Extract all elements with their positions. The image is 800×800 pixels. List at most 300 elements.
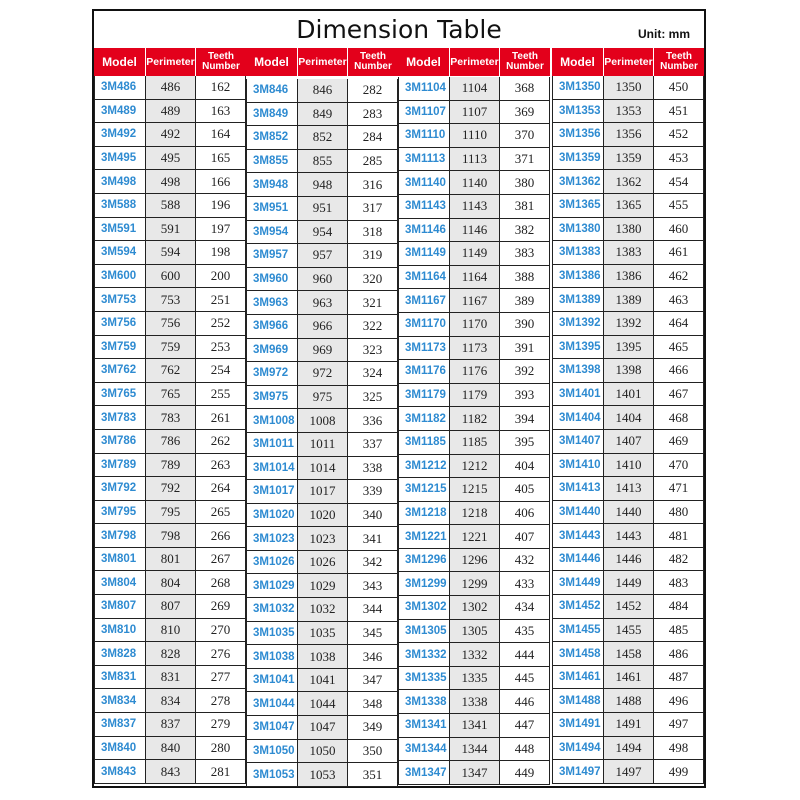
table-row [94, 265, 246, 289]
perimeter-cell: 1296 [450, 549, 500, 572]
table-block-4 [552, 48, 704, 786]
table-row [246, 268, 398, 292]
teeth-cell: 368 [500, 77, 550, 100]
perimeter-cell: 783 [146, 406, 196, 429]
teeth-cell: 339 [348, 480, 398, 503]
perimeter-cell: 963 [298, 291, 348, 314]
teeth-cell: 371 [500, 148, 550, 171]
model-cell: 3M1353 [552, 100, 604, 123]
teeth-cell: 468 [654, 406, 704, 429]
model-cell: 3M789 [94, 454, 146, 477]
perimeter-cell: 1407 [604, 430, 654, 453]
teeth-cell: 284 [348, 126, 398, 149]
teeth-cell: 496 [654, 689, 704, 712]
model-cell: 3M1362 [552, 170, 604, 193]
teeth-cell: 394 [500, 407, 550, 430]
teeth-cell: 434 [500, 596, 550, 619]
perimeter-cell: 1011 [298, 433, 348, 456]
teeth-cell: 469 [654, 430, 704, 453]
perimeter-cell: 1170 [450, 313, 500, 336]
model-cell: 3M600 [94, 265, 146, 288]
teeth-cell: 481 [654, 524, 704, 547]
perimeter-cell: 1401 [604, 383, 654, 406]
table-row [552, 619, 704, 643]
model-cell: 3M591 [94, 218, 146, 241]
table-row [246, 692, 398, 716]
table-row [552, 571, 704, 595]
header-teeth-number: Teeth Number [202, 51, 240, 72]
perimeter-cell: 1341 [450, 714, 500, 737]
teeth-cell: 382 [500, 219, 550, 242]
teeth-cell: 485 [654, 619, 704, 642]
perimeter-cell: 786 [146, 430, 196, 453]
teeth-cell: 324 [348, 362, 398, 385]
perimeter-cell: 843 [146, 760, 196, 783]
model-cell: 3M1011 [246, 433, 298, 456]
model-cell: 3M1410 [552, 454, 604, 477]
table-row [398, 572, 550, 596]
teeth-cell: 267 [196, 548, 246, 571]
model-cell: 3M1452 [552, 595, 604, 618]
perimeter-cell: 828 [146, 642, 196, 665]
model-cell: 3M1461 [552, 666, 604, 689]
table-row [94, 524, 246, 548]
model-cell: 3M951 [246, 197, 298, 220]
perimeter-cell: 1218 [450, 502, 500, 525]
table-row [246, 103, 398, 127]
teeth-cell: 351 [348, 763, 398, 786]
table-row [94, 336, 246, 360]
table-row [552, 288, 704, 312]
teeth-cell: 455 [654, 194, 704, 217]
model-cell: 3M594 [94, 241, 146, 264]
table-row [398, 643, 550, 667]
model-cell: 3M810 [94, 619, 146, 642]
table-row [246, 740, 398, 764]
model-cell: 3M756 [94, 312, 146, 335]
perimeter-cell: 1107 [450, 101, 500, 124]
teeth-cell: 251 [196, 288, 246, 311]
table-row [552, 76, 704, 100]
teeth-cell: 270 [196, 619, 246, 642]
model-cell: 3M1497 [552, 760, 604, 783]
table-row [94, 123, 246, 147]
perimeter-cell: 489 [146, 100, 196, 123]
table-row [94, 406, 246, 430]
teeth-cell: 380 [500, 171, 550, 194]
teeth-cell: 268 [196, 571, 246, 594]
table-row [552, 595, 704, 619]
model-cell: 3M1386 [552, 265, 604, 288]
table-row [552, 760, 704, 784]
perimeter-cell: 792 [146, 477, 196, 500]
model-cell: 3M1338 [398, 690, 450, 713]
perimeter-cell: 1041 [298, 669, 348, 692]
perimeter-cell: 1299 [450, 572, 500, 595]
teeth-cell: 345 [348, 622, 398, 645]
teeth-cell: 280 [196, 737, 246, 760]
teeth-cell: 316 [348, 173, 398, 196]
model-cell: 3M1170 [398, 313, 450, 336]
teeth-cell: 196 [196, 194, 246, 217]
model-cell: 3M762 [94, 359, 146, 382]
model-cell: 3M1458 [552, 642, 604, 665]
table-row [552, 477, 704, 501]
perimeter-cell: 1491 [604, 713, 654, 736]
model-cell: 3M1404 [552, 406, 604, 429]
table-row [398, 549, 550, 573]
model-cell: 3M972 [246, 362, 298, 385]
teeth-cell: 404 [500, 455, 550, 478]
table-row [246, 763, 398, 787]
perimeter-cell: 1212 [450, 455, 500, 478]
table-rows [246, 79, 398, 787]
perimeter-cell: 1461 [604, 666, 654, 689]
header-row [94, 48, 246, 76]
teeth-cell: 197 [196, 218, 246, 241]
teeth-cell: 461 [654, 241, 704, 264]
table-row [94, 737, 246, 761]
table-row [246, 527, 398, 551]
table-row [94, 241, 246, 265]
perimeter-cell: 1305 [450, 620, 500, 643]
perimeter-cell: 1026 [298, 551, 348, 574]
perimeter-cell: 1008 [298, 409, 348, 432]
teeth-cell: 253 [196, 336, 246, 359]
perimeter-cell: 804 [146, 571, 196, 594]
perimeter-cell: 1176 [450, 360, 500, 383]
perimeter-cell: 1455 [604, 619, 654, 642]
teeth-cell: 381 [500, 195, 550, 218]
table-row [94, 194, 246, 218]
model-cell: 3M843 [94, 760, 146, 783]
model-cell: 3M1014 [246, 457, 298, 480]
perimeter-cell: 1347 [450, 761, 500, 784]
model-cell: 3M1350 [552, 76, 604, 99]
teeth-cell: 162 [196, 76, 246, 99]
perimeter-cell: 795 [146, 501, 196, 524]
teeth-cell: 446 [500, 690, 550, 713]
table-row [94, 760, 246, 784]
perimeter-cell: 834 [146, 689, 196, 712]
teeth-cell: 433 [500, 572, 550, 595]
perimeter-cell: 840 [146, 737, 196, 760]
teeth-cell: 463 [654, 288, 704, 311]
header-row [398, 48, 550, 76]
table-row [552, 501, 704, 525]
model-cell: 3M804 [94, 571, 146, 594]
model-cell: 3M1176 [398, 360, 450, 383]
teeth-cell: 164 [196, 123, 246, 146]
model-cell: 3M1146 [398, 219, 450, 242]
model-cell: 3M855 [246, 150, 298, 173]
perimeter-cell: 762 [146, 359, 196, 382]
perimeter-cell: 1053 [298, 763, 348, 786]
header-model: Model [398, 48, 450, 76]
teeth-cell: 321 [348, 291, 398, 314]
perimeter-cell: 594 [146, 241, 196, 264]
model-cell: 3M1455 [552, 619, 604, 642]
table-row [398, 478, 550, 502]
perimeter-cell: 801 [146, 548, 196, 571]
perimeter-cell: 1356 [604, 123, 654, 146]
table-row [246, 669, 398, 693]
model-cell: 3M948 [246, 173, 298, 196]
teeth-cell: 343 [348, 574, 398, 597]
perimeter-cell: 1164 [450, 266, 500, 289]
model-cell: 3M1488 [552, 689, 604, 712]
perimeter-cell: 1332 [450, 643, 500, 666]
perimeter-cell: 591 [146, 218, 196, 241]
perimeter-cell: 954 [298, 221, 348, 244]
perimeter-cell: 1035 [298, 622, 348, 645]
teeth-cell: 465 [654, 336, 704, 359]
perimeter-cell: 759 [146, 336, 196, 359]
teeth-cell: 279 [196, 713, 246, 736]
teeth-cell: 166 [196, 170, 246, 193]
table-row [552, 383, 704, 407]
model-cell: 3M1185 [398, 431, 450, 454]
table-row [94, 100, 246, 124]
model-cell: 3M798 [94, 524, 146, 547]
header-row [246, 48, 398, 76]
model-cell: 3M1212 [398, 455, 450, 478]
table-row [552, 666, 704, 690]
teeth-cell: 452 [654, 123, 704, 146]
table-row [398, 313, 550, 337]
table-row [246, 126, 398, 150]
model-cell: 3M1215 [398, 478, 450, 501]
table-row [94, 689, 246, 713]
perimeter-cell: 1410 [604, 454, 654, 477]
model-cell: 3M1344 [398, 738, 450, 761]
teeth-cell: 395 [500, 431, 550, 454]
table-block-2 [246, 48, 398, 786]
table-row [398, 761, 550, 785]
teeth-cell: 320 [348, 268, 398, 291]
header-teeth-number: Teeth Number [660, 51, 698, 72]
teeth-cell: 317 [348, 197, 398, 220]
teeth-cell: 269 [196, 595, 246, 618]
header-perimeter: Perimeter [450, 48, 500, 76]
table-block-3 [398, 48, 550, 786]
teeth-cell: 449 [500, 761, 550, 784]
perimeter-cell: 1185 [450, 431, 500, 454]
teeth-cell: 445 [500, 667, 550, 690]
teeth-cell: 285 [348, 150, 398, 173]
model-cell: 3M792 [94, 477, 146, 500]
model-cell: 3M588 [94, 194, 146, 217]
table-row [94, 642, 246, 666]
perimeter-cell: 1302 [450, 596, 500, 619]
teeth-cell: 484 [654, 595, 704, 618]
teeth-cell: 383 [500, 242, 550, 265]
perimeter-cell: 1449 [604, 571, 654, 594]
perimeter-cell: 765 [146, 383, 196, 406]
perimeter-cell: 1014 [298, 457, 348, 480]
perimeter-cell: 1110 [450, 124, 500, 147]
perimeter-cell: 798 [146, 524, 196, 547]
teeth-cell: 163 [196, 100, 246, 123]
table-title: Dimension Table [296, 15, 502, 44]
model-cell: 3M960 [246, 268, 298, 291]
teeth-cell: 466 [654, 359, 704, 382]
table-row [552, 430, 704, 454]
model-cell: 3M840 [94, 737, 146, 760]
model-cell: 3M1398 [552, 359, 604, 382]
model-cell: 3M1296 [398, 549, 450, 572]
model-cell: 3M801 [94, 548, 146, 571]
perimeter-cell: 1446 [604, 548, 654, 571]
perimeter-cell: 789 [146, 454, 196, 477]
model-cell: 3M786 [94, 430, 146, 453]
model-cell: 3M1383 [552, 241, 604, 264]
perimeter-cell: 1338 [450, 690, 500, 713]
table-row [552, 194, 704, 218]
table-row [398, 195, 550, 219]
model-cell: 3M954 [246, 221, 298, 244]
model-cell: 3M1389 [552, 288, 604, 311]
model-cell: 3M1335 [398, 667, 450, 690]
teeth-cell: 435 [500, 620, 550, 643]
perimeter-cell: 1149 [450, 242, 500, 265]
table-row [94, 477, 246, 501]
perimeter-cell: 972 [298, 362, 348, 385]
header-perimeter: Perimeter [604, 48, 654, 76]
perimeter-cell: 495 [146, 147, 196, 170]
teeth-cell: 349 [348, 716, 398, 739]
perimeter-cell: 1392 [604, 312, 654, 335]
model-cell: 3M1491 [552, 713, 604, 736]
teeth-cell: 263 [196, 454, 246, 477]
model-cell: 3M1044 [246, 692, 298, 715]
table-row [246, 197, 398, 221]
table-row [94, 454, 246, 478]
table-row [94, 359, 246, 383]
perimeter-cell: 975 [298, 386, 348, 409]
perimeter-cell: 1044 [298, 692, 348, 715]
teeth-cell: 344 [348, 598, 398, 621]
table-row [552, 737, 704, 761]
model-cell: 3M1449 [552, 571, 604, 594]
teeth-cell: 350 [348, 740, 398, 763]
perimeter-cell: 1020 [298, 504, 348, 527]
model-cell: 3M1038 [246, 645, 298, 668]
unit-label: Unit: mm [638, 27, 690, 41]
perimeter-cell: 1395 [604, 336, 654, 359]
teeth-cell: 483 [654, 571, 704, 594]
teeth-cell: 340 [348, 504, 398, 527]
model-cell: 3M492 [94, 123, 146, 146]
model-cell: 3M1041 [246, 669, 298, 692]
table-row [94, 76, 246, 100]
header-row [552, 48, 704, 76]
model-cell: 3M852 [246, 126, 298, 149]
perimeter-cell: 1344 [450, 738, 500, 761]
perimeter-cell: 492 [146, 123, 196, 146]
model-cell: 3M1443 [552, 524, 604, 547]
teeth-cell: 323 [348, 339, 398, 362]
table-row [246, 504, 398, 528]
perimeter-cell: 498 [146, 170, 196, 193]
model-cell: 3M1140 [398, 171, 450, 194]
table-rows [552, 76, 704, 784]
table-row [94, 595, 246, 619]
perimeter-cell: 951 [298, 197, 348, 220]
model-cell: 3M489 [94, 100, 146, 123]
perimeter-cell: 807 [146, 595, 196, 618]
table-row [398, 384, 550, 408]
model-cell: 3M795 [94, 501, 146, 524]
model-cell: 3M1446 [552, 548, 604, 571]
teeth-cell: 341 [348, 527, 398, 550]
model-cell: 3M783 [94, 406, 146, 429]
model-cell: 3M1299 [398, 572, 450, 595]
perimeter-cell: 810 [146, 619, 196, 642]
table-row [398, 148, 550, 172]
teeth-cell: 392 [500, 360, 550, 383]
teeth-cell: 486 [654, 642, 704, 665]
model-cell: 3M1017 [246, 480, 298, 503]
table-row [552, 218, 704, 242]
teeth-cell: 451 [654, 100, 704, 123]
perimeter-cell: 960 [298, 268, 348, 291]
perimeter-cell: 1050 [298, 740, 348, 763]
table-row [246, 221, 398, 245]
model-cell: 3M1221 [398, 525, 450, 548]
table-row [246, 315, 398, 339]
model-cell: 3M1401 [552, 383, 604, 406]
perimeter-cell: 1458 [604, 642, 654, 665]
model-cell: 3M1332 [398, 643, 450, 666]
header-perimeter: Perimeter [298, 48, 348, 76]
model-cell: 3M834 [94, 689, 146, 712]
table-row [398, 101, 550, 125]
perimeter-cell: 966 [298, 315, 348, 338]
teeth-cell: 337 [348, 433, 398, 456]
model-cell: 3M1182 [398, 407, 450, 430]
table-rows [94, 76, 246, 784]
model-cell: 3M1110 [398, 124, 450, 147]
table-row [246, 574, 398, 598]
teeth-cell: 264 [196, 477, 246, 500]
teeth-cell: 480 [654, 501, 704, 524]
table-row [398, 337, 550, 361]
perimeter-cell: 588 [146, 194, 196, 217]
table-row [398, 714, 550, 738]
table-row [552, 454, 704, 478]
teeth-cell: 262 [196, 430, 246, 453]
header-teeth-number: Teeth Number [354, 51, 392, 72]
table-row [398, 431, 550, 455]
perimeter-cell: 1443 [604, 524, 654, 547]
perimeter-cell: 1365 [604, 194, 654, 217]
perimeter-cell: 1032 [298, 598, 348, 621]
model-cell: 3M1413 [552, 477, 604, 500]
perimeter-cell: 846 [298, 79, 348, 102]
table-row [552, 548, 704, 572]
perimeter-cell: 1383 [604, 241, 654, 264]
perimeter-cell: 1104 [450, 77, 500, 100]
table-row [246, 457, 398, 481]
perimeter-cell: 1362 [604, 170, 654, 193]
teeth-cell: 276 [196, 642, 246, 665]
table-row [398, 738, 550, 762]
perimeter-cell: 1353 [604, 100, 654, 123]
perimeter-cell: 957 [298, 244, 348, 267]
table-row [552, 713, 704, 737]
teeth-cell: 265 [196, 501, 246, 524]
